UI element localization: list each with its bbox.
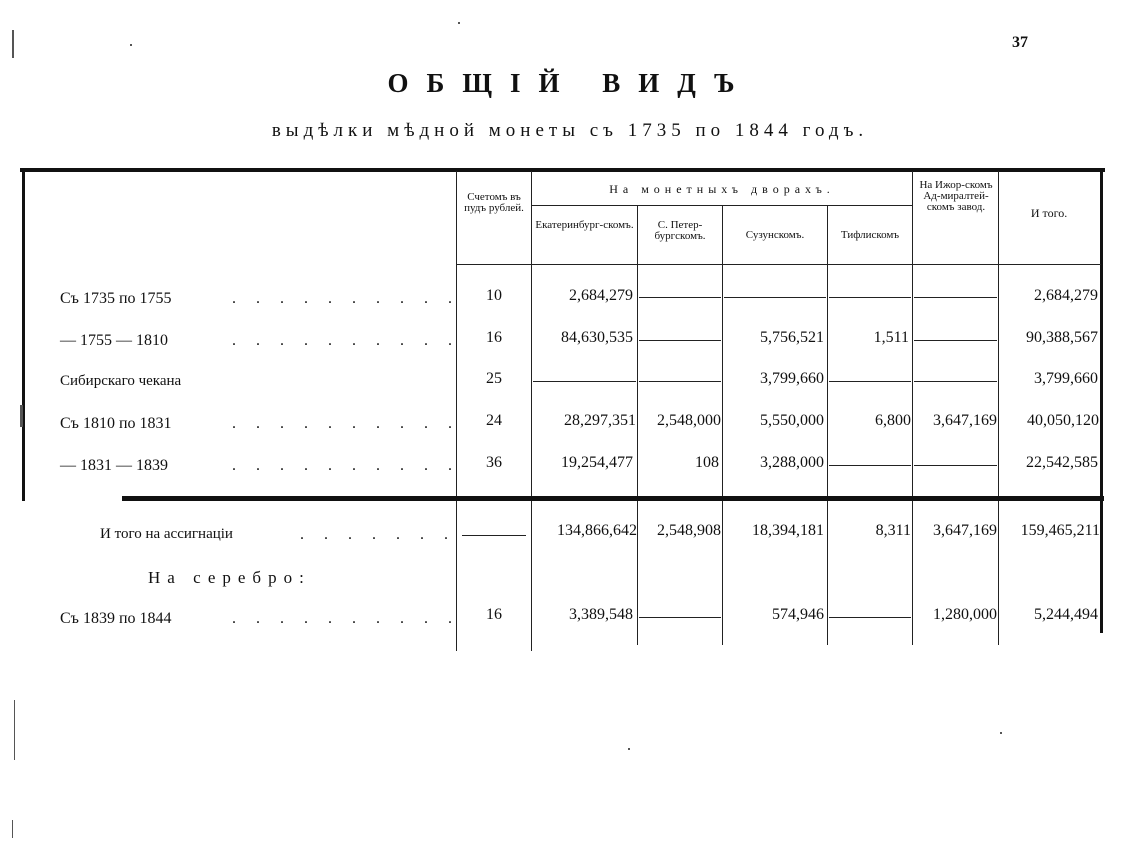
scan-speck [14,700,15,760]
empty-dash [533,381,636,382]
cell-ekaterinburg: 28,297,351 [564,412,636,429]
cell-spb: 108 [695,454,719,471]
page-title: ОБЩІЙ ВИДЪ [387,68,753,98]
cell-izhora: 1,280,000 [933,606,997,623]
leader-dots: . . . . . . . . . . [232,332,460,349]
header-suzun: Сузунскомъ. [745,229,805,241]
cell-total: 22,542,585 [1026,454,1098,471]
row-label: — 1755 — 1810 [60,332,168,349]
cell-total: 3,799,660 [1034,370,1098,387]
cell-scheme: 10 [486,287,502,304]
cell-suzun: 18,394,181 [752,522,824,539]
table-left-border [22,171,25,501]
cell-scheme: 24 [486,412,502,429]
column-divider [637,205,638,645]
cell-tiflis: 6,800 [875,412,911,429]
column-divider [531,171,532,651]
header-group-rule [531,205,912,206]
cell-total: 90,388,567 [1026,329,1098,346]
cell-scheme: 16 [486,329,502,346]
cell-total: 2,684,279 [1034,287,1098,304]
table-top-rule [20,168,1105,172]
scan-speck [1000,732,1002,734]
totals-separator-rule [122,496,1104,501]
header-bottom-rule [456,264,1101,265]
cell-ekaterinburg: 3,389,548 [569,606,633,623]
row-label: Съ 1735 по 1755 [60,290,172,307]
header-scheme: Счетомъ въ пудъ рублей. [464,191,524,214]
row-label: Съ 1839 по 1844 [60,610,172,627]
empty-dash [639,297,721,298]
cell-total: 40,050,120 [1027,412,1099,429]
cell-ekaterinburg: 2,684,279 [569,287,633,304]
header-total: И того. [1030,206,1068,220]
leader-dots: . . . . . . . . . . [232,457,460,474]
empty-dash [462,535,526,536]
row-label: Сибирскаго чекана [60,373,182,389]
empty-dash [914,340,997,341]
cell-spb: 2,548,000 [657,412,721,429]
cell-total: 159,465,211 [1020,522,1100,539]
cell-ekaterinburg: 19,254,477 [561,454,633,471]
empty-dash [639,617,721,618]
row-label: И того на ассигнаціи [100,526,233,542]
row-label: — 1831 — 1839 [60,457,168,474]
cell-spb: 2,548,908 [657,522,721,539]
empty-dash [829,617,911,618]
cell-tiflis: 8,311 [875,522,911,539]
table-right-border [1100,171,1103,633]
scan-speck [458,22,460,24]
cell-suzun: 574,946 [772,606,824,623]
column-divider [998,171,999,645]
header-izhora: На Ижор-скомъ Ад-миралтей-скомъ завод. [919,179,993,213]
cell-suzun: 3,288,000 [760,454,824,471]
cell-suzun: 5,550,000 [760,412,824,429]
column-divider [912,171,913,645]
column-divider [456,171,457,651]
column-divider [827,205,828,645]
scan-speck [130,44,132,46]
leader-dots: . . . . . . . . . . [232,415,460,432]
cell-izhora: 3,647,169 [933,522,997,539]
leader-dots: . . . . . . . [300,526,456,543]
header-mints-group: На монетныхъ дворахъ. [609,182,835,196]
scan-speck [12,820,13,838]
cell-scheme: 16 [486,606,502,623]
cell-suzun: 3,799,660 [760,370,824,387]
cell-scheme: 25 [486,370,502,387]
scan-speck [12,30,14,58]
row-label: Съ 1810 по 1831 [60,415,172,432]
scan-speck [20,405,23,427]
empty-dash [914,465,997,466]
column-divider [722,205,723,645]
empty-dash [639,381,721,382]
leader-dots: . . . . . . . . . . [232,610,460,627]
header-tiflis: Тифлискомъ [840,229,900,241]
silver-section-label: На серебро: [148,568,311,587]
scan-speck [628,748,630,750]
cell-ekaterinburg: 134,866,642 [557,522,637,539]
page-number: 37 [1012,34,1028,51]
empty-dash [724,297,826,298]
cell-izhora: 3,647,169 [933,412,997,429]
cell-tiflis: 1,511 [873,329,909,346]
empty-dash [829,381,911,382]
empty-dash [829,465,911,466]
empty-dash [914,297,997,298]
empty-dash [639,340,721,341]
page-subtitle: выдѣлки мѣдной монеты съ 1735 по 1844 годъ. [271,120,869,141]
header-ekaterinburg: Екатеринбург-скомъ. [535,219,634,231]
empty-dash [829,297,911,298]
cell-total: 5,244,494 [1034,606,1098,623]
leader-dots: . . . . . . . . . . [232,290,460,307]
cell-ekaterinburg: 84,630,535 [561,329,633,346]
cell-scheme: 36 [486,454,502,471]
cell-suzun: 5,756,521 [760,329,824,346]
empty-dash [914,381,997,382]
header-spb: С. Петер-бургскомъ. [654,219,706,242]
